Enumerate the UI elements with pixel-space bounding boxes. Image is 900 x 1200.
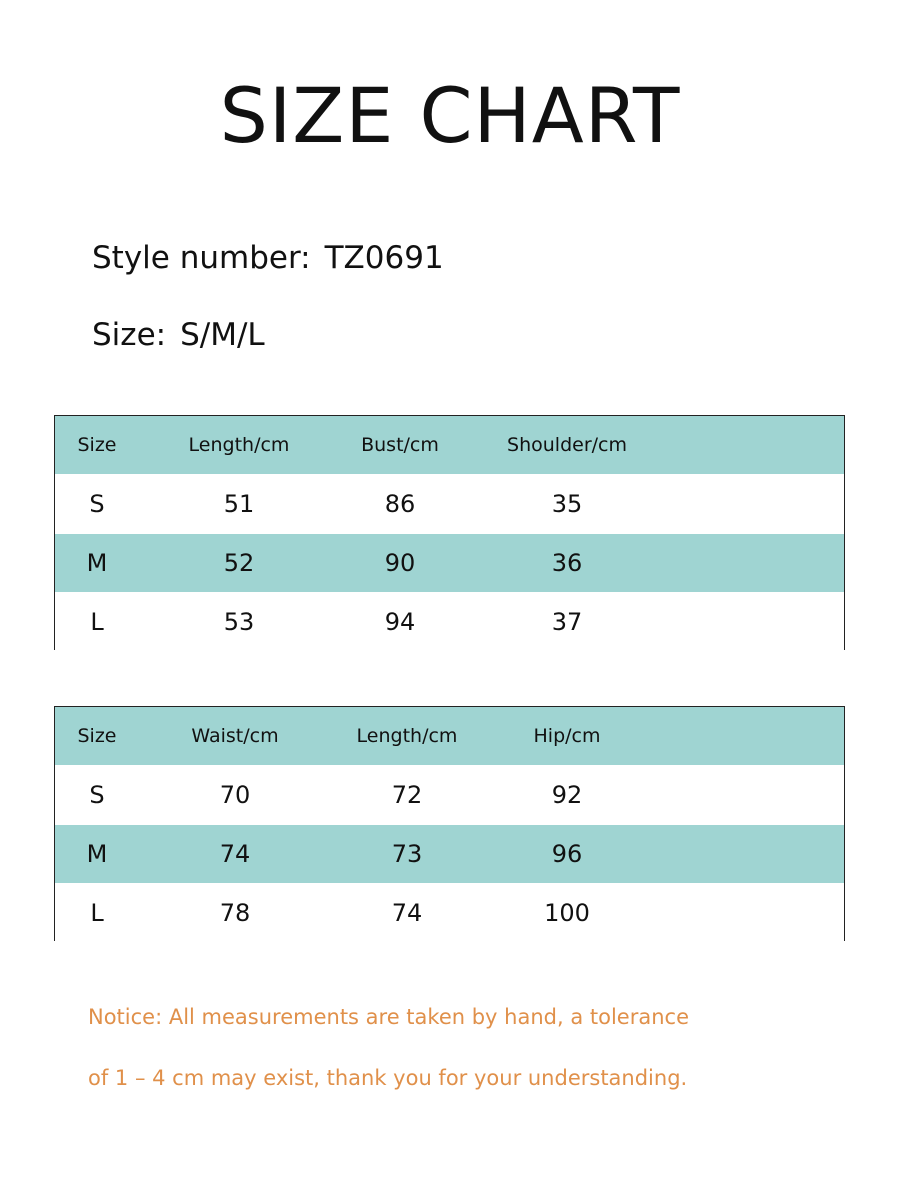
table-cell: 74 xyxy=(391,899,423,927)
header-cell: Hip/cm xyxy=(533,725,601,747)
notice-line-1: Notice: All measurements are taken by hand, a tolerance xyxy=(88,1005,689,1029)
header-cell: Length/cm xyxy=(188,434,290,456)
table-cell: M xyxy=(86,549,108,577)
table-cell: 94 xyxy=(384,608,416,636)
table-row xyxy=(55,534,844,592)
table-cell: 73 xyxy=(391,840,423,868)
table-row xyxy=(55,825,844,883)
page-title: SIZE CHART xyxy=(219,71,681,160)
header-cell: Size xyxy=(77,725,117,747)
table-row xyxy=(55,766,844,824)
table-header-row xyxy=(55,416,844,474)
table-cell: 36 xyxy=(551,549,583,577)
style-number-line xyxy=(92,240,444,276)
table-cell: 74 xyxy=(219,840,251,868)
style-number-label: Style number: xyxy=(92,240,311,276)
header-cell: Size xyxy=(77,434,117,456)
header-cell: Waist/cm xyxy=(191,725,279,747)
header-cell: Length/cm xyxy=(356,725,458,747)
table-cell: 96 xyxy=(551,840,583,868)
table-cell: L xyxy=(90,899,104,927)
table-cell: 53 xyxy=(223,608,255,636)
bottom-size-table xyxy=(54,706,845,941)
table-row xyxy=(55,593,844,651)
table-cell: L xyxy=(90,608,104,636)
table-cell: 78 xyxy=(219,899,251,927)
table-cell: 52 xyxy=(223,549,255,577)
table-row xyxy=(55,884,844,942)
size-value: S/M/L xyxy=(180,317,265,353)
table-cell: 37 xyxy=(551,608,583,636)
table-cell: S xyxy=(89,490,105,518)
table-cell: 35 xyxy=(551,490,583,518)
table-header-row xyxy=(55,707,844,765)
table-cell: M xyxy=(86,840,108,868)
table-cell: 70 xyxy=(219,781,251,809)
size-line xyxy=(92,317,265,353)
table-cell: S xyxy=(89,781,105,809)
header-cell: Bust/cm xyxy=(361,434,439,456)
table-cell: 51 xyxy=(223,490,255,518)
notice-line-2: of 1 – 4 cm may exist, thank you for your understanding. xyxy=(88,1066,688,1090)
table-cell: 100 xyxy=(544,899,590,927)
table-cell: 86 xyxy=(384,490,416,518)
header-cell: Shoulder/cm xyxy=(507,434,627,456)
top-size-table xyxy=(54,415,845,650)
size-label: Size: xyxy=(92,317,167,353)
table-cell: 92 xyxy=(551,781,583,809)
table-cell: 90 xyxy=(384,549,416,577)
style-number-value: TZ0691 xyxy=(324,240,444,276)
table-cell: 72 xyxy=(391,781,423,809)
table-row xyxy=(55,475,844,533)
